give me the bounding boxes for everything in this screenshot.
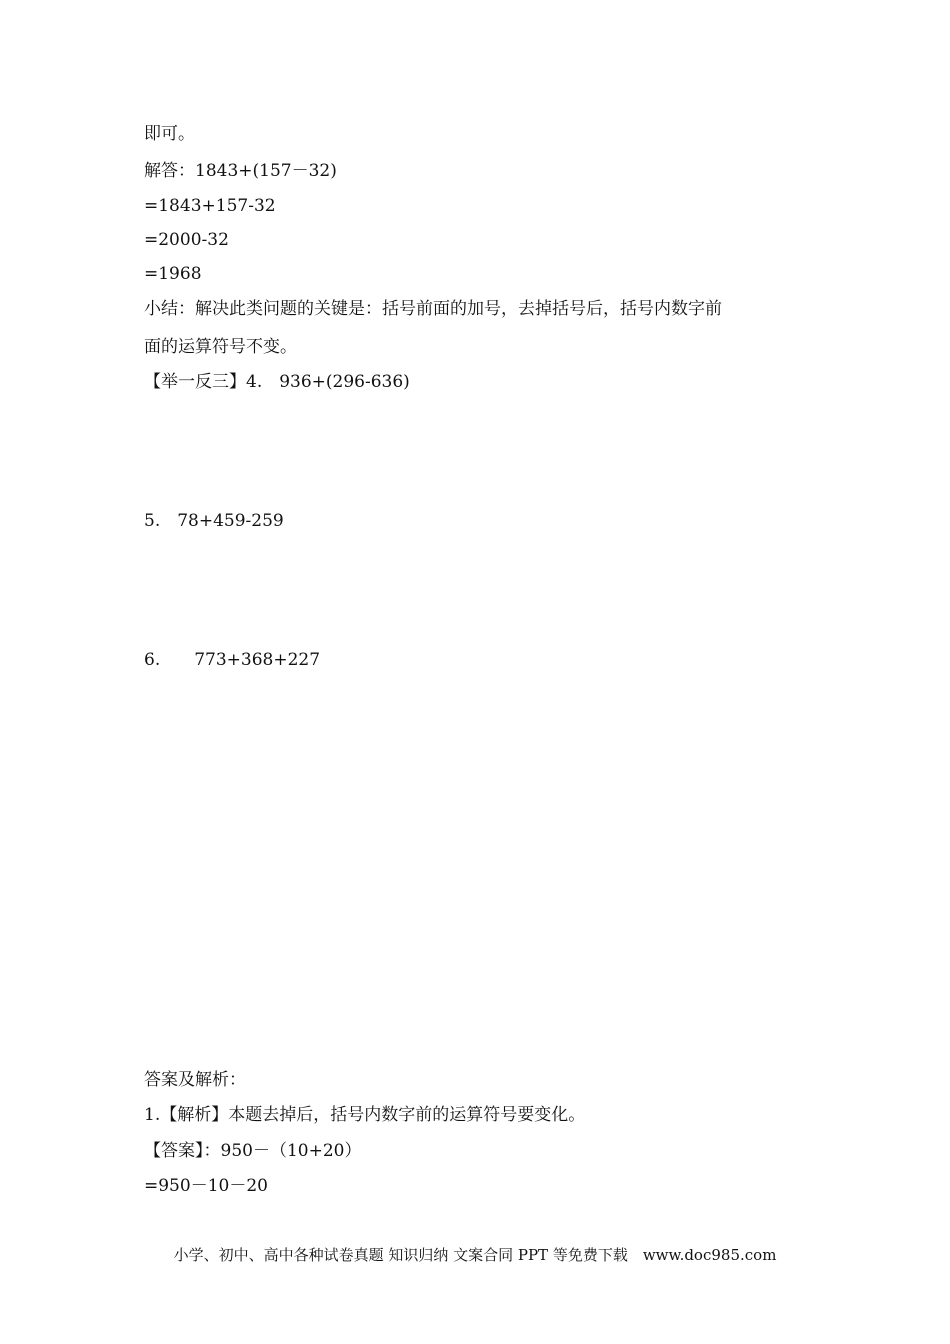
summary-line: 面的运算符号不变。 — [144, 337, 297, 357]
solution-step: =2000-32 — [144, 230, 229, 250]
answers-heading: 答案及解析： — [144, 1070, 246, 1090]
exercise-6: 6. 773+368+227 — [144, 650, 321, 670]
answer-1-result: 【答案】：950－（10+20） — [144, 1141, 362, 1161]
solution-step: =1968 — [144, 264, 202, 284]
continuation-text: 即可。 — [144, 124, 195, 144]
exercise-5: 5. 78+459-259 — [144, 511, 284, 531]
page-footer: 小学、初中、高中各种试卷真题 知识归纳 文案合同 PPT 等免费下载 www.doc985.com — [173, 1246, 777, 1264]
solution-step: =1843+157-32 — [144, 196, 276, 216]
summary-line: 小结：解决此类问题的关键是：括号前面的加号，去掉括号后，括号内数字前 — [144, 299, 722, 319]
answer-1-analysis: 1.【解析】本题去掉后，括号内数字前的运算符号要变化。 — [144, 1105, 586, 1125]
exercise-4: 【举一反三】4. 936+(296-636) — [144, 372, 410, 392]
answer-1-step: =950－10－20 — [144, 1176, 268, 1196]
solution-intro: 解答：1843+(157－32) — [144, 161, 337, 181]
